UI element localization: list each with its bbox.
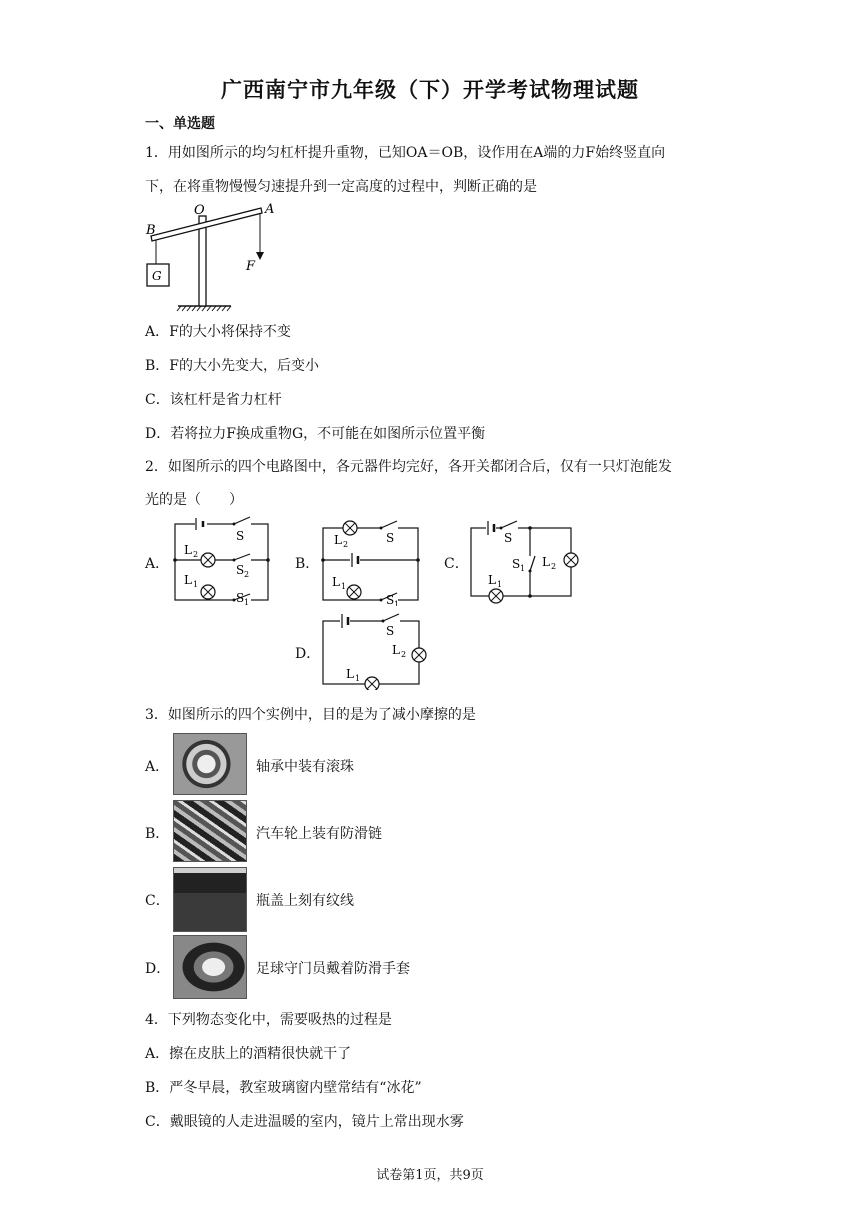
svg-text:2: 2 xyxy=(401,650,407,659)
svg-text:S: S xyxy=(236,563,245,577)
q4-option-c: C．戴眼镜的人走进温暖的室内，镜片上常出现水雾 xyxy=(145,1114,464,1130)
svg-text:S: S xyxy=(236,591,245,605)
q3-option-a-text: 轴承中装有滚珠 xyxy=(256,759,354,775)
goalkeeper-glove-photo xyxy=(173,935,247,999)
q1-option-d: D．若将拉力F换成重物G，不可能在如图所示位置平衡 xyxy=(145,426,486,442)
svg-text:1: 1 xyxy=(355,674,361,683)
q1-option-a: A．F的大小将保持不变 xyxy=(145,324,291,340)
q3-option-c-text: 瓶盖上刻有纹线 xyxy=(256,893,354,909)
svg-text:2: 2 xyxy=(193,550,199,559)
snow-chain-photo xyxy=(173,800,247,862)
svg-text:S: S xyxy=(512,557,521,571)
q1-stem-line2: 下，在将重物慢慢匀速提升到一定高度的过程中，判断正确的是 xyxy=(145,179,537,195)
label-o: O xyxy=(194,203,205,218)
svg-text:2: 2 xyxy=(244,570,250,579)
section-heading: 一、单选题 xyxy=(145,116,215,132)
svg-text:1: 1 xyxy=(341,582,347,591)
svg-text:S: S xyxy=(504,531,513,545)
q3-option-d-text: 足球守门员戴着防滑手套 xyxy=(256,961,410,977)
svg-text:2: 2 xyxy=(343,540,349,549)
label-g: G xyxy=(152,269,162,283)
svg-text:L: L xyxy=(392,643,400,657)
svg-text:L: L xyxy=(488,573,496,587)
bearing-photo xyxy=(173,733,247,795)
circuit-a xyxy=(170,516,280,606)
q3-option-a-label: A． xyxy=(145,759,170,775)
q4-option-b: B．严冬早晨，教室玻璃窗内壁常结有“冰花” xyxy=(145,1080,422,1096)
svg-text:L: L xyxy=(184,543,192,557)
q4-stem: 4．下列物态变化中，需要吸热的过程是 xyxy=(145,1012,392,1028)
q3-option-d-label: D． xyxy=(145,961,171,977)
q3-option-c-label: C． xyxy=(145,893,170,909)
svg-text:L: L xyxy=(334,533,342,547)
q2-label-c: C． xyxy=(444,556,469,572)
svg-text:S: S xyxy=(236,529,245,543)
q2-label-d: D． xyxy=(295,646,321,662)
q3-stem: 3．如图所示的四个实例中，目的是为了减小摩擦的是 xyxy=(145,707,476,723)
svg-text:1: 1 xyxy=(394,600,400,606)
page-title: 广西南宁市九年级（下）开学考试物理试题 xyxy=(221,78,639,102)
svg-text:1: 1 xyxy=(520,564,526,573)
svg-text:1: 1 xyxy=(193,580,199,589)
svg-text:1: 1 xyxy=(244,598,250,606)
svg-text:L: L xyxy=(346,667,354,681)
q1-option-c: C．该杠杆是省力杠杆 xyxy=(145,392,282,408)
q3-option-b-text: 汽车轮上装有防滑链 xyxy=(256,826,382,842)
q2-stem-line1: 2．如图所示的四个电路图中，各元器件均完好，各开关都闭合后，仅有一只灯泡能发 xyxy=(145,459,672,475)
svg-text:L: L xyxy=(184,573,192,587)
label-a: A xyxy=(265,202,275,217)
q2-stem-line2: 光的是（ ） xyxy=(145,492,243,508)
svg-text:S: S xyxy=(386,624,395,638)
page-footer: 试卷第1页，共9页 xyxy=(376,1168,484,1183)
svg-text:S: S xyxy=(386,593,395,606)
circuit-d xyxy=(318,608,428,690)
q1-option-b: B．F的大小先变大，后变小 xyxy=(145,358,320,374)
label-b: B xyxy=(146,223,156,238)
q3-option-b-label: B． xyxy=(145,826,170,842)
svg-text:2: 2 xyxy=(551,562,557,571)
q4-option-a: A．擦在皮肤上的酒精很快就干了 xyxy=(145,1046,352,1062)
q1-stem-line1: 1．用如图所示的均匀杠杆提升重物，已知OA＝OB，设作用在A端的力F始终竖直向 xyxy=(145,145,666,161)
lever-figure xyxy=(143,198,283,314)
bottle-cap-photo xyxy=(173,867,247,932)
label-f: F xyxy=(246,259,256,274)
circuit-b xyxy=(318,516,428,606)
svg-text:L: L xyxy=(332,575,340,589)
q2-label-b: B． xyxy=(295,556,320,572)
circuit-c xyxy=(466,516,581,606)
svg-text:L: L xyxy=(542,555,550,569)
q2-label-a: A． xyxy=(145,556,170,572)
svg-text:S: S xyxy=(386,531,395,545)
svg-text:1: 1 xyxy=(497,580,503,589)
